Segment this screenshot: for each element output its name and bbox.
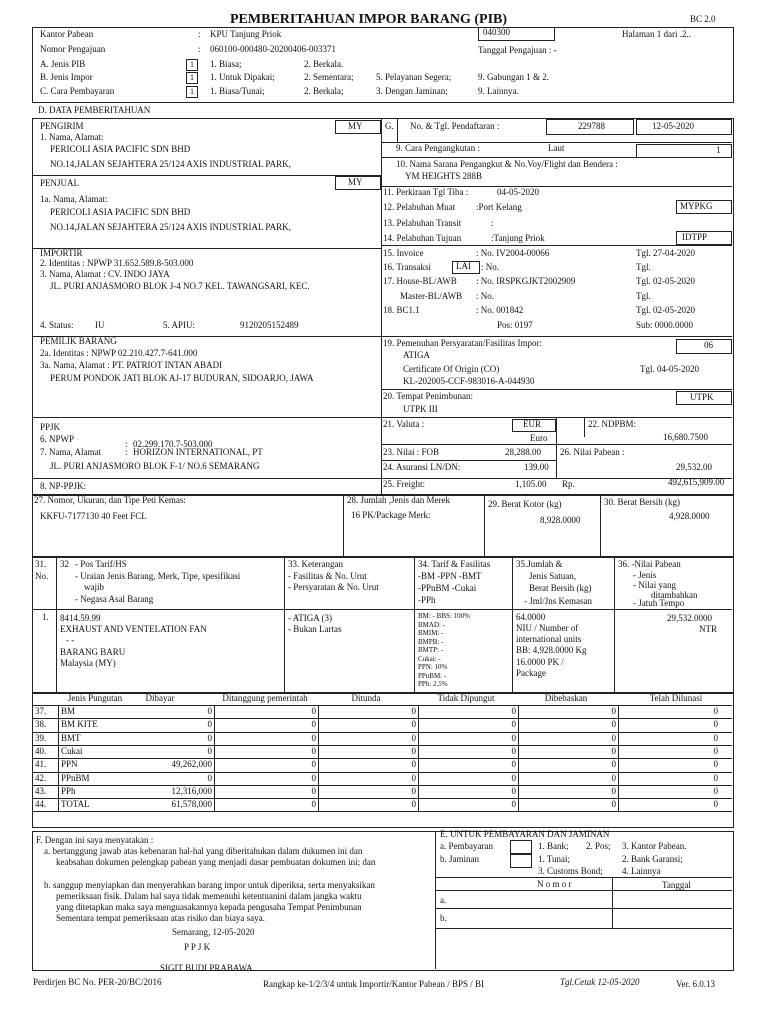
ndpbm: 16,680.7500 — [663, 432, 708, 442]
penjual-label: PENJUAL — [40, 178, 80, 188]
item-desc: EXHAUST AND VENTELATION FAN — [60, 624, 207, 634]
ppjk-name: HORIZON INTERNATIONAL, PT — [133, 447, 263, 457]
payment-cell: 0 — [511, 785, 516, 796]
importir-apiu: 9120205152489 — [240, 320, 299, 330]
payment-cell: 0 — [713, 732, 718, 743]
signing-place-date: Semarang, 12-05-2020 — [172, 927, 255, 937]
kantor-value: KPU Tanjung Priok — [210, 29, 282, 39]
payment-cell: 0 — [411, 719, 416, 730]
penjual-address: NO.14,JALAN SEJAHTERA 25/124 AXIS INDUSTRIAL PARK, — [50, 222, 291, 232]
cara-angkut: Laut — [548, 143, 565, 153]
payment-row-name: PPnBM — [61, 772, 90, 783]
payment-row-number: 37. — [35, 706, 47, 716]
footer-version: Ver. 6.0.13 — [676, 979, 715, 989]
tarif-line: PPh: 2.5% — [418, 680, 448, 688]
importir-address: JL. PURI ANJASMORO BLOK J-4 NO.7 KEL. TAWANGSARI, KEC. — [50, 281, 310, 291]
peti-kemas: KKFU-7177130 40 Feet FCL — [40, 511, 147, 521]
payment-row-name: BM KITE — [61, 719, 98, 730]
payment-cell: 0 — [207, 772, 212, 783]
fasilitas-name: ATIGA — [403, 350, 430, 360]
form-code: BC 2.0 — [690, 14, 716, 24]
page-indicator: Halaman 1 dari .2.. — [622, 29, 691, 39]
payment-cell: 0 — [207, 732, 212, 743]
payment-cell: 0 — [311, 745, 316, 756]
data-section-title: D. DATA PEMBERITAHUAN — [38, 105, 151, 115]
payment-cell: 0 — [611, 772, 616, 783]
payment-row-name: BM — [61, 706, 76, 716]
payment-cell: 0 — [411, 799, 416, 810]
berat-kotor: 8,928.0000 — [540, 515, 581, 525]
payment-cell: 0 — [411, 785, 416, 796]
payment-cell: 0 — [713, 799, 718, 810]
payment-cell: 0 — [713, 706, 718, 716]
tarif-line: BMAD: - — [418, 620, 446, 629]
payment-header: Dibayar — [145, 693, 175, 703]
payment-cell: 0 — [611, 759, 616, 770]
payment-row-number: 43. — [35, 785, 47, 796]
ppjk-address: JL. PURI ANJASMORO BLOK F-1/ NO.6 SEMARANG — [50, 461, 260, 471]
payment-cell: 49,262,000 — [171, 759, 212, 770]
item-hs: 8414.59.99 — [60, 613, 101, 623]
payment-cell: 0 — [611, 732, 616, 743]
payment-cell: 0 — [511, 772, 516, 783]
payment-header: Telah Dilunasi — [649, 693, 703, 703]
payment-cell: 0 — [611, 719, 616, 730]
payment-header: Tidak Dipungut — [437, 693, 495, 703]
pengirim-label: PENGIRIM — [40, 121, 84, 131]
pemilik-address: PERUM PONDOK JATI BLOK AJ-17 BUDURAN, SIDOARJO, JAWA — [50, 373, 314, 383]
payment-cell: 0 — [511, 745, 516, 756]
tarif-line: BMPB: - — [418, 637, 444, 646]
item-number: 1. — [42, 612, 49, 622]
payment-row-number: 40. — [35, 745, 47, 756]
payment-row-name: TOTAL — [61, 799, 90, 810]
importir-label: IMPORTIR — [40, 248, 83, 258]
kantor-code: 040300 — [483, 27, 510, 37]
payment-cell: 0 — [311, 799, 316, 810]
payment-cell: 0 — [511, 732, 516, 743]
jenis-pib-label: A. Jenis PIB — [40, 59, 86, 69]
nilai-fob: 28,288.00 — [505, 447, 541, 457]
tempat-penimbunan: UTPK III — [403, 404, 438, 414]
pengirim-country: MY — [348, 121, 363, 131]
jenis-impor-box: 1 — [186, 72, 198, 84]
freight: 1,105.00 — [515, 479, 547, 489]
payment-cell: 0 — [311, 759, 316, 770]
signer-name: SIGIT BUDI PRABAWA — [160, 963, 253, 973]
item-origin: Malaysia (MY) — [60, 658, 116, 668]
pengirim-name: PERICOLI ASIA PACIFIC SDN BHD — [50, 144, 191, 154]
invoice: : No. IV2004-00066 — [476, 248, 550, 258]
penjual-name: PERICOLI ASIA PACIFIC SDN BHD — [50, 207, 191, 217]
tarif-line: BMTP: - — [418, 646, 444, 654]
nomor-value: 060100-000480-20200406-003371 — [210, 44, 336, 54]
jenis-impor-label: B. Jenis Impor — [40, 72, 93, 82]
payment-cell: 0 — [511, 719, 516, 730]
tarif-line: PPnBM: - — [418, 671, 447, 680]
payment-cell: 0 — [511, 799, 516, 810]
payment-cell: 0 — [713, 745, 718, 756]
nomor-label: Nomor Pengajuan — [40, 44, 106, 54]
payment-row-name: BMT — [61, 732, 81, 743]
payment-cell: 0 — [311, 719, 316, 730]
payment-cell: 0 — [411, 745, 416, 756]
pemilik-nama: 3a. Nama, Alamat : PT. PATRIOT INTAN ABADI — [40, 360, 223, 370]
payment-row-number: 44. — [35, 799, 47, 810]
payment-row-number: 41. — [35, 759, 47, 770]
payment-cell: 0 — [611, 706, 616, 716]
payment-row-number: 38. — [35, 719, 47, 730]
payment-cell: 0 — [611, 745, 616, 756]
payment-cell: 0 — [611, 785, 616, 796]
tarif-line: Cukai: - — [418, 654, 441, 663]
payment-cell: 0 — [207, 706, 212, 716]
valuta-code: EUR — [523, 419, 541, 429]
importir-identitas: 2. Identitas : NPWP 31.652.589.8-503.000 — [40, 258, 194, 268]
tgl-pendaftaran: 12-05-2020 — [652, 121, 694, 131]
payment-cell: 0 — [713, 719, 718, 730]
payment-cell: 0 — [207, 745, 212, 756]
payment-cell: 0 — [207, 719, 212, 730]
coo-number: KL-202005-CCF-983016-A-044930 — [403, 376, 535, 386]
payment-cell: 0 — [411, 759, 416, 770]
tarif-line: BMIM: - — [418, 629, 444, 637]
payment-cell: 0 — [311, 772, 316, 783]
document-title: PEMBERITAHUAN IMPOR BARANG (PIB) — [230, 12, 508, 27]
payment-cell: 0 — [511, 706, 516, 716]
payment-header: Ditunda — [351, 693, 381, 703]
payment-cell: 0 — [311, 785, 316, 796]
importir-nama: 3. Nama, Alamat : CV. INDO JAYA — [40, 269, 170, 279]
pelabuhan-tujuan: :Tanjung Priok — [491, 233, 545, 243]
payment-row-name: PPN — [61, 759, 78, 770]
jenis-pib-box: 1 — [186, 59, 198, 71]
pemilik-label: PEMILIK BARANG — [40, 336, 117, 346]
asuransi: 139.00 — [524, 462, 549, 472]
payment-cell: 0 — [713, 785, 718, 796]
bc11: : No. 001842 — [476, 305, 524, 315]
nilai-pabean: 29,532.00 — [676, 462, 712, 472]
payment-cell: 0 — [311, 732, 316, 743]
item-condition: BARANG BARU — [60, 647, 126, 657]
payment-cell: 61,578,000 — [171, 799, 212, 810]
payment-header: Dibebaskan — [544, 693, 588, 703]
jumlah-kemasan: 16 PK/Package Merk: — [351, 510, 431, 520]
payment-cell: 0 — [713, 759, 718, 770]
payment-row-number: 39. — [35, 732, 47, 743]
sarana-pengangkut: YM HEIGHTS 288B — [405, 171, 483, 181]
pengirim-address: NO.14,JALAN SEJAHTERA 25/124 AXIS INDUSTRIAL PARK, — [50, 159, 291, 169]
payment-row-name: Cukai — [61, 745, 83, 756]
payment-cell: 0 — [411, 706, 416, 716]
item-value: 29,532.0000 — [667, 613, 712, 623]
cara-bayar-label: C. Cara Pembayaran — [40, 86, 115, 96]
kantor-label: Kantor Pabean — [40, 29, 94, 39]
payment-row-number: 42. — [35, 772, 47, 783]
payment-header: Ditanggung pemerintah — [222, 693, 308, 703]
payment-cell: 0 — [611, 799, 616, 810]
footer-print-date: Tgl.Cetak 12-05-2020 — [560, 977, 640, 987]
ppjk-npwp: 02.299.170.7-503.000 — [133, 439, 213, 449]
pelabuhan-muat: :Port Kelang — [476, 202, 522, 212]
tarif-line: BM: - BBS: 100% — [418, 612, 470, 620]
payment-row-name: PPh — [61, 785, 76, 796]
payment-header: Jenis Pungutan — [67, 693, 123, 703]
berat-bersih: 4,928.0000 — [669, 511, 710, 521]
cara-bayar-box: 1 — [186, 86, 198, 98]
tarif-line: PPN: 10% — [418, 663, 448, 671]
payment-cell: 0 — [411, 732, 416, 743]
footer-regulation: Perdirjen BC No. PER-20/BC/2016 — [33, 977, 162, 987]
footer-copies: Rangkap ke-1/2/3/4 untuk Importir/Kantor Pabean / BPS / BI — [263, 979, 484, 989]
payment-cell: 0 — [511, 759, 516, 770]
penjual-country: MY — [348, 177, 363, 187]
payment-cell: 0 — [713, 772, 718, 783]
payment-cell: 0 — [411, 772, 416, 783]
tgl-tiba: 04-05-2020 — [497, 187, 539, 197]
tanggal-pengajuan: Tanggal Pengajuan : - — [478, 45, 557, 55]
pemilik-identitas: 2a. Identitas : NPWP 02.210.427.7-641.000 — [40, 348, 198, 358]
importir-status: IU — [95, 320, 105, 330]
item-qty: 64.0000 — [516, 612, 546, 622]
payment-cell: 12,316,000 — [171, 785, 212, 796]
ppjk-label: PPJK — [40, 422, 61, 432]
house-bl: : No. IRSPKGJKT2002909 — [476, 276, 576, 286]
nilai-rupiah: 492,615,909.00 — [668, 477, 725, 487]
payment-cell: 0 — [311, 706, 316, 716]
no-pendaftaran: 229788 — [578, 121, 605, 131]
